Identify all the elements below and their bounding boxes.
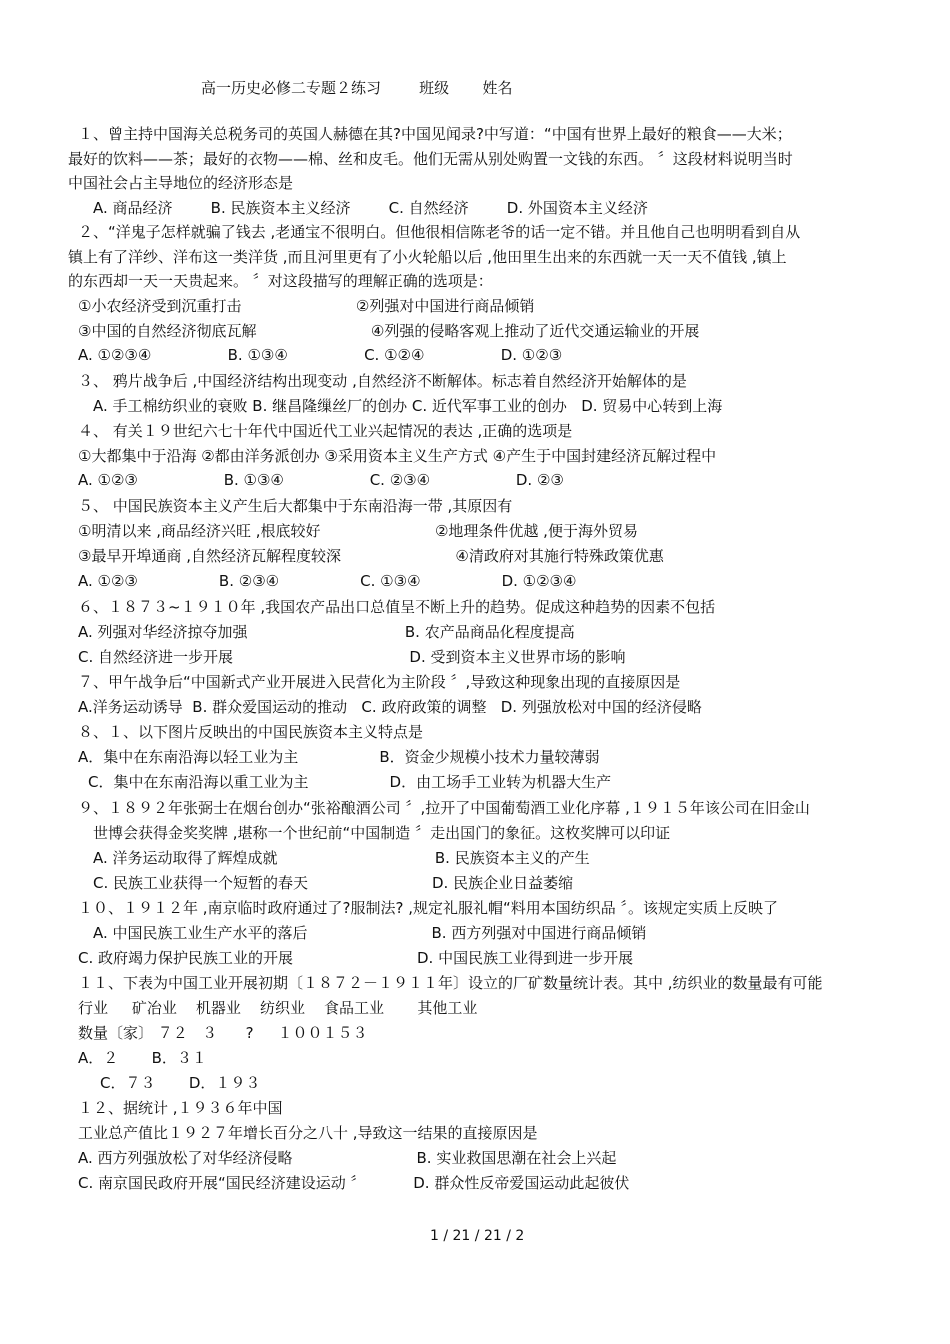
text-line: 的东西却一天一天贵起来。 〞对这段描写的理解正确的选项是： — [68, 272, 493, 290]
text-line: ５、 中国民族资本主义产生后大都集中于东南沿海一带 ,其原因有 — [78, 497, 513, 515]
text-line: ①明清以来 ,商品经济兴旺 ,根底较好 ②地理条件优越 ,便于海外贸易 — [78, 522, 638, 540]
text-line: C. 民族工业获得一个短暂的春天 D. 民族企业日益萎缩 — [93, 874, 574, 892]
text-line: 中国社会占主导地位的经济形态是 — [68, 174, 294, 192]
text-line: C. 政府竭力保护民族工业的开展 D. 中国民族工业得到进一步开展 — [78, 949, 634, 967]
text-line: A. ①②③ B. ②③④ C. ①③④ D. ①②③④ — [78, 572, 577, 590]
text-line: １１、下表为中国工业开展初期〔１８７２－１９１１年〕设立的厂矿数量统计表。其中 ,纺织业的数量最有可能 — [78, 974, 823, 992]
text-line: 世博会获得金奖奖牌 ,堪称一个世纪前“中国制造 〞走出国门的象征。这枚奖牌可以印证 — [93, 824, 671, 842]
text-line: C. 自然经济进一步开展 D. 受到资本主义世界市场的影响 — [78, 648, 626, 666]
text-line: 数量〔家〕 ７２ ３ ? １００１５３ — [78, 1024, 368, 1042]
text-line: ①小农经济受到沉重打击 ②列强对中国进行商品倾销 — [78, 297, 535, 315]
text-line: ③最早开埠通商 ,自然经济瓦解程度较深 ④清政府对其施行特殊政策优惠 — [78, 547, 664, 565]
page-header: 高一历史必修二专题２练习 班级 姓名 — [201, 79, 513, 97]
text-line: 行业 矿冶业 机器业 纺织业 食品工业 其他工业 — [78, 999, 478, 1017]
text-line: 镇上有了洋纱、洋布这一类洋货 ,而且河里更有了小火轮船以后 ,他田里生出来的东西就一天一天不值钱 ,镇上 — [68, 248, 787, 266]
text-line: C．集中在东南沿海以重工业为主 D．由工场手工业转为机器大生产 — [88, 773, 612, 791]
text-line: ①大都集中于沿海 ②都由洋务派创办 ③采用资本主义生产方式 ④产生于中国封建经济瓦解过程中 — [78, 447, 717, 465]
text-line: ２、“洋鬼子怎样就骗了钱去 ,老通宝不很明白。但他很相信陈老爷的话一定不错。并且他自己也明明看到自从 — [78, 223, 801, 241]
text-line: A. 手工棉纺织业的衰败 B. 继昌隆缫丝厂的创办 C. 近代军事工业的创办 D. 贸易中心转到上海 — [93, 397, 723, 415]
text-line: A. 西方列强放松了对华经济侵略 B. 实业救国思潮在社会上兴起 — [78, 1149, 617, 1167]
text-line: ８、１、以下图片反映出的中国民族资本主义特点是 — [78, 723, 424, 741]
text-line: C．７３ D．１９３ — [100, 1074, 261, 1092]
text-line: A. 中国民族工业生产水平的落后 B. 西方列强对中国进行商品倾销 — [93, 924, 647, 942]
text-line: A．集中在东南沿海以轻工业为主 B．资金少规模小技术力量较薄弱 — [78, 748, 600, 766]
text-line: 工业总产值比１９２７年增长百分之八十 ,导致这一结果的直接原因是 — [78, 1124, 538, 1142]
text-line: A. 列强对华经济掠夺加强 B. 农产品商品化程度提高 — [78, 623, 575, 641]
text-line: A. ①②③④ B. ①③④ C. ①②④ D. ①②③ — [78, 346, 563, 364]
text-line: ９、１８９２年张弼士在烟台创办“张裕酿酒公司 〞,拉开了中国葡萄酒工业化序幕 ,１９１５年该公司在旧金山 — [78, 799, 810, 817]
text-line: A．２ B．３１ — [78, 1049, 207, 1067]
page-footer: 1 / 21 / 21 / 2 — [430, 1228, 525, 1244]
text-line: C. 南京国民政府开展“国民经济建设运动 〞 D. 群众性反帝爱国运动此起彼伏 — [78, 1174, 630, 1192]
text-line: ３、 鸦片战争后 ,中国经济结构出现变动 ,自然经济不断解体。标志着自然经济开始解体的是 — [78, 372, 687, 390]
text-line: A.洋务运动诱导 B. 群众爱国运动的推动 C. 政府政策的调整 D. 列强放松对中国的经济侵略 — [78, 698, 702, 716]
text-line: ７、甲午战争后“中国新式产业开展进入民营化为主阶段 〞,导致这种现象出现的直接原因是 — [78, 673, 681, 691]
text-line: 最好的饮料——茶；最好的衣物——棉、丝和皮毛。他们无需从别处购置一文钱的东西。 〞这段材料说明当时 — [68, 150, 793, 168]
text-line: A. 商品经济 B. 民族资本主义经济 C. 自然经济 D. 外国资本主义经济 — [93, 199, 648, 217]
text-line: A. ①②③ B. ①③④ C. ②③④ D. ②③ — [78, 471, 564, 489]
text-line: １、曾主持中国海关总税务司的英国人赫德在其?中国见闻录?中写道：“中国有世界上最好的粮食——大米； — [78, 125, 792, 143]
text-line: １０、１９１２年 ,南京临时政府通过了?服制法? ,规定礼服礼帽“料用本国纺织品 〞。该规定实质上反映了 — [78, 899, 779, 917]
text-line: ③中国的自然经济彻底瓦解 ④列强的侵略客观上推动了近代交通运输业的开展 — [78, 322, 700, 340]
text-line: ４、 有关１９世纪六七十年代中国近代工业兴起情况的表达 ,正确的选项是 — [78, 422, 573, 440]
text-line: A. 洋务运动取得了辉煌成就 B. 民族资本主义的产生 — [93, 849, 590, 867]
text-line: ６、１８７３~１９１０年 ,我国农产品出口总值呈不断上升的趋势。促成这种趋势的因素不包括 — [78, 598, 716, 616]
text-line: １２、据统计 ,１９３６年中国 — [78, 1099, 283, 1117]
